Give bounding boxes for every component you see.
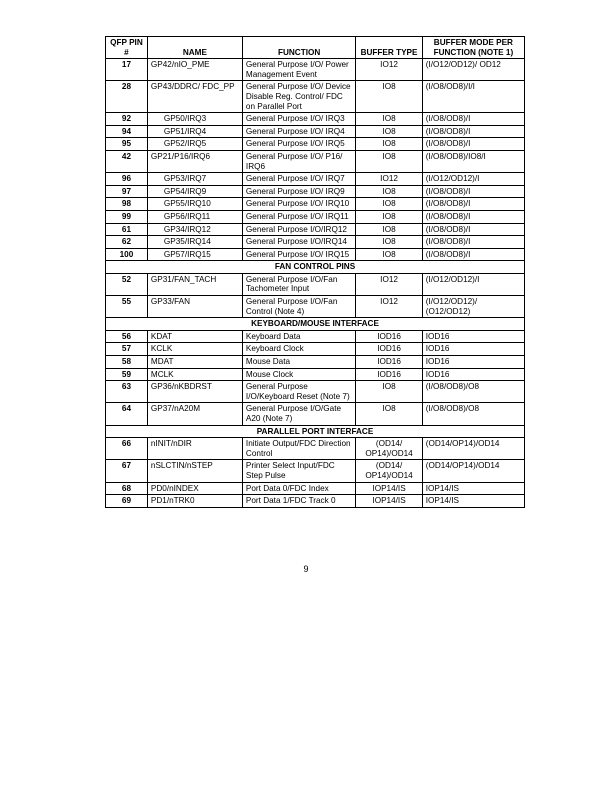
table-row	[106, 198, 525, 211]
buffer-mode-cell: (I/O12/OD12)/I	[422, 173, 524, 186]
buffer-type-cell: IOD16	[356, 330, 422, 343]
table-row	[106, 173, 525, 186]
function-cell: General Purpose I/O/ IRQ11	[242, 210, 355, 223]
buffer-mode-cell: IOP14/IS	[422, 482, 524, 495]
header-name: NAME	[147, 37, 242, 59]
name-cell: GP42/nIO_PME	[147, 59, 242, 81]
section-header-row	[106, 261, 525, 274]
pin-cell: 99	[106, 210, 148, 223]
function-cell: Mouse Clock	[242, 368, 355, 381]
table-row	[106, 273, 525, 295]
buffer-type-cell: IO8	[356, 198, 422, 211]
header-pin: QFP PIN #	[106, 37, 148, 59]
function-cell: General Purpose I/O/ Device Disable Reg. Control/ FDC on Parallel Port	[242, 81, 355, 113]
section-title: PARALLEL PORT INTERFACE	[106, 425, 525, 438]
pin-cell: 97	[106, 185, 148, 198]
section-title: FAN CONTROL PINS	[106, 261, 525, 274]
name-cell: GP43/DDRC/ FDC_PP	[147, 81, 242, 113]
function-cell: General Purpose I/O/Gate A20 (Note 7)	[242, 403, 355, 425]
function-cell: General Purpose I/O/ IRQ15	[242, 248, 355, 261]
section-header-row	[106, 425, 525, 438]
pin-cell: 62	[106, 236, 148, 249]
table-row	[106, 356, 525, 369]
pin-cell: 69	[106, 495, 148, 508]
table-row	[106, 330, 525, 343]
pin-cell: 56	[106, 330, 148, 343]
function-cell: Keyboard Clock	[242, 343, 355, 356]
pin-cell: 64	[106, 403, 148, 425]
function-cell: Port Data 1/FDC Track 0	[242, 495, 355, 508]
buffer-mode-cell: (I/O8/OD8)/I	[422, 138, 524, 151]
name-cell: GP33/FAN	[147, 296, 242, 318]
name-cell: PD0/nINDEX	[147, 482, 242, 495]
buffer-mode-cell: (I/O8/OD8)/I	[422, 185, 524, 198]
buffer-type-cell: IOD16	[356, 368, 422, 381]
name-cell: nINIT/nDIR	[147, 438, 242, 460]
header-buffer-mode: BUFFER MODE PER FUNCTION (NOTE 1)	[422, 37, 524, 59]
table-row	[106, 150, 525, 172]
pin-cell: 58	[106, 356, 148, 369]
pin-description-table	[105, 36, 525, 508]
name-cell: KCLK	[147, 343, 242, 356]
buffer-type-cell: (OD14/ OP14)/OD14	[356, 460, 422, 482]
buffer-mode-cell: (I/O8/OD8)/I	[422, 113, 524, 126]
table-row	[106, 495, 525, 508]
name-cell: KDAT	[147, 330, 242, 343]
function-cell: General Purpose I/O/Fan Tachometer Input	[242, 273, 355, 295]
table-body	[106, 59, 525, 508]
table-row	[106, 138, 525, 151]
buffer-type-cell: IO8	[356, 236, 422, 249]
name-cell: GP54/IRQ9	[147, 185, 242, 198]
buffer-type-cell: IO8	[356, 138, 422, 151]
name-cell: GP53/IRQ7	[147, 173, 242, 186]
buffer-type-cell: IO8	[356, 381, 422, 403]
function-cell: General Purpose I/O/IRQ14	[242, 236, 355, 249]
function-cell: Printer Select Input/FDC Step Pulse	[242, 460, 355, 482]
pin-cell: 67	[106, 460, 148, 482]
buffer-type-cell: IO12	[356, 173, 422, 186]
table-row	[106, 59, 525, 81]
name-cell: GP55/IRQ10	[147, 198, 242, 211]
buffer-mode-cell: (I/O8/OD8)/IO8/I	[422, 150, 524, 172]
buffer-mode-cell: (I/O8/OD8)/I/I	[422, 81, 524, 113]
name-cell: MDAT	[147, 356, 242, 369]
buffer-mode-cell: IOP14/IS	[422, 495, 524, 508]
buffer-type-cell: IO8	[356, 125, 422, 138]
buffer-mode-cell: (OD14/OP14)/OD14	[422, 460, 524, 482]
pin-cell: 63	[106, 381, 148, 403]
pin-cell: 92	[106, 113, 148, 126]
name-cell: GP21/P16/IRQ6	[147, 150, 242, 172]
pin-cell: 95	[106, 138, 148, 151]
table-row	[106, 296, 525, 318]
function-cell: General Purpose I/O/ IRQ7	[242, 173, 355, 186]
pin-cell: 98	[106, 198, 148, 211]
buffer-mode-cell: (I/O12/OD12)/ OD12	[422, 59, 524, 81]
function-cell: General Purpose I/O/ IRQ5	[242, 138, 355, 151]
buffer-type-cell: (OD14/ OP14)/OD14	[356, 438, 422, 460]
buffer-mode-cell: (I/O8/OD8)/O8	[422, 403, 524, 425]
table-row	[106, 381, 525, 403]
pin-cell: 42	[106, 150, 148, 172]
buffer-mode-cell: (I/O8/OD8)/I	[422, 125, 524, 138]
buffer-type-cell: IOD16	[356, 343, 422, 356]
buffer-type-cell: IOD16	[356, 356, 422, 369]
table-row	[106, 125, 525, 138]
buffer-type-cell: IO8	[356, 403, 422, 425]
function-cell: General Purpose I/O/ Power Management Event	[242, 59, 355, 81]
buffer-mode-cell: (OD14/OP14)/OD14	[422, 438, 524, 460]
table-row	[106, 81, 525, 113]
buffer-type-cell: IO8	[356, 81, 422, 113]
name-cell: GP56/IRQ11	[147, 210, 242, 223]
table-row	[106, 368, 525, 381]
pin-cell: 28	[106, 81, 148, 113]
table-row	[106, 248, 525, 261]
name-cell: GP37/nA20M	[147, 403, 242, 425]
function-cell: Mouse Data	[242, 356, 355, 369]
buffer-mode-cell: (I/O8/OD8)/I	[422, 236, 524, 249]
function-cell: Port Data 0/FDC Index	[242, 482, 355, 495]
buffer-type-cell: IO8	[356, 210, 422, 223]
table-row	[106, 223, 525, 236]
name-cell: GP50/IRQ3	[147, 113, 242, 126]
buffer-mode-cell: IOD16	[422, 356, 524, 369]
table-row	[106, 185, 525, 198]
pin-cell: 52	[106, 273, 148, 295]
pin-cell: 55	[106, 296, 148, 318]
buffer-type-cell: IOP14/IS	[356, 495, 422, 508]
function-cell: General Purpose I/O/ IRQ4	[242, 125, 355, 138]
function-cell: General Purpose I/O/ IRQ9	[242, 185, 355, 198]
function-cell: General Purpose I/O/Keyboard Reset (Note 7)	[242, 381, 355, 403]
name-cell: MCLK	[147, 368, 242, 381]
name-cell: GP57/IRQ15	[147, 248, 242, 261]
buffer-type-cell: IO12	[356, 296, 422, 318]
page-number: 9	[303, 564, 309, 574]
header-buffer-type: BUFFER TYPE	[356, 37, 422, 59]
buffer-type-cell: IO8	[356, 185, 422, 198]
table-header-row	[106, 37, 525, 59]
buffer-type-cell: IO8	[356, 150, 422, 172]
function-cell: Initiate Output/FDC Direction Control	[242, 438, 355, 460]
buffer-mode-cell: (I/O8/OD8)/I	[422, 248, 524, 261]
name-cell: GP35/IRQ14	[147, 236, 242, 249]
buffer-type-cell: IO12	[356, 59, 422, 81]
buffer-mode-cell: IOD16	[422, 330, 524, 343]
buffer-mode-cell: IOD16	[422, 343, 524, 356]
buffer-mode-cell: (I/O8/OD8)/I	[422, 210, 524, 223]
name-cell: nSLCTIN/nSTEP	[147, 460, 242, 482]
pin-cell: 100	[106, 248, 148, 261]
pin-cell: 57	[106, 343, 148, 356]
section-header-row	[106, 318, 525, 331]
table-row	[106, 236, 525, 249]
table-row	[106, 403, 525, 425]
buffer-type-cell: IO8	[356, 113, 422, 126]
table-row	[106, 210, 525, 223]
name-cell: GP52/IRQ5	[147, 138, 242, 151]
table-row	[106, 343, 525, 356]
buffer-type-cell: IO8	[356, 223, 422, 236]
function-cell: General Purpose I/O/ IRQ10	[242, 198, 355, 211]
buffer-type-cell: IOP14/IS	[356, 482, 422, 495]
buffer-mode-cell: (I/O8/OD8)/O8	[422, 381, 524, 403]
buffer-type-cell: IO8	[356, 248, 422, 261]
name-cell: GP51/IRQ4	[147, 125, 242, 138]
name-cell: GP34/IRQ12	[147, 223, 242, 236]
buffer-mode-cell: (I/O8/OD8)/I	[422, 223, 524, 236]
section-title: KEYBOARD/MOUSE INTERFACE	[106, 318, 525, 331]
pin-cell: 59	[106, 368, 148, 381]
function-cell: General Purpose I/O/IRQ12	[242, 223, 355, 236]
table-row	[106, 482, 525, 495]
pin-cell: 61	[106, 223, 148, 236]
buffer-mode-cell: IOD16	[422, 368, 524, 381]
buffer-mode-cell: (I/O12/OD12)/I	[422, 273, 524, 295]
name-cell: PD1/nTRK0	[147, 495, 242, 508]
pin-cell: 68	[106, 482, 148, 495]
buffer-type-cell: IO12	[356, 273, 422, 295]
pin-cell: 96	[106, 173, 148, 186]
table-row	[106, 438, 525, 460]
pin-cell: 17	[106, 59, 148, 81]
function-cell: General Purpose I/O/ P16/ IRQ6	[242, 150, 355, 172]
table-row	[106, 113, 525, 126]
header-function: FUNCTION	[242, 37, 355, 59]
function-cell: General Purpose I/O/Fan Control (Note 4)	[242, 296, 355, 318]
name-cell: GP31/FAN_TACH	[147, 273, 242, 295]
buffer-mode-cell: (I/O8/OD8)/I	[422, 198, 524, 211]
function-cell: General Purpose I/O/ IRQ3	[242, 113, 355, 126]
pin-cell: 94	[106, 125, 148, 138]
function-cell: Keyboard Data	[242, 330, 355, 343]
pin-cell: 66	[106, 438, 148, 460]
table-row	[106, 460, 525, 482]
name-cell: GP36/nKBDRST	[147, 381, 242, 403]
buffer-mode-cell: (I/O12/OD12)/ (O12/OD12)	[422, 296, 524, 318]
